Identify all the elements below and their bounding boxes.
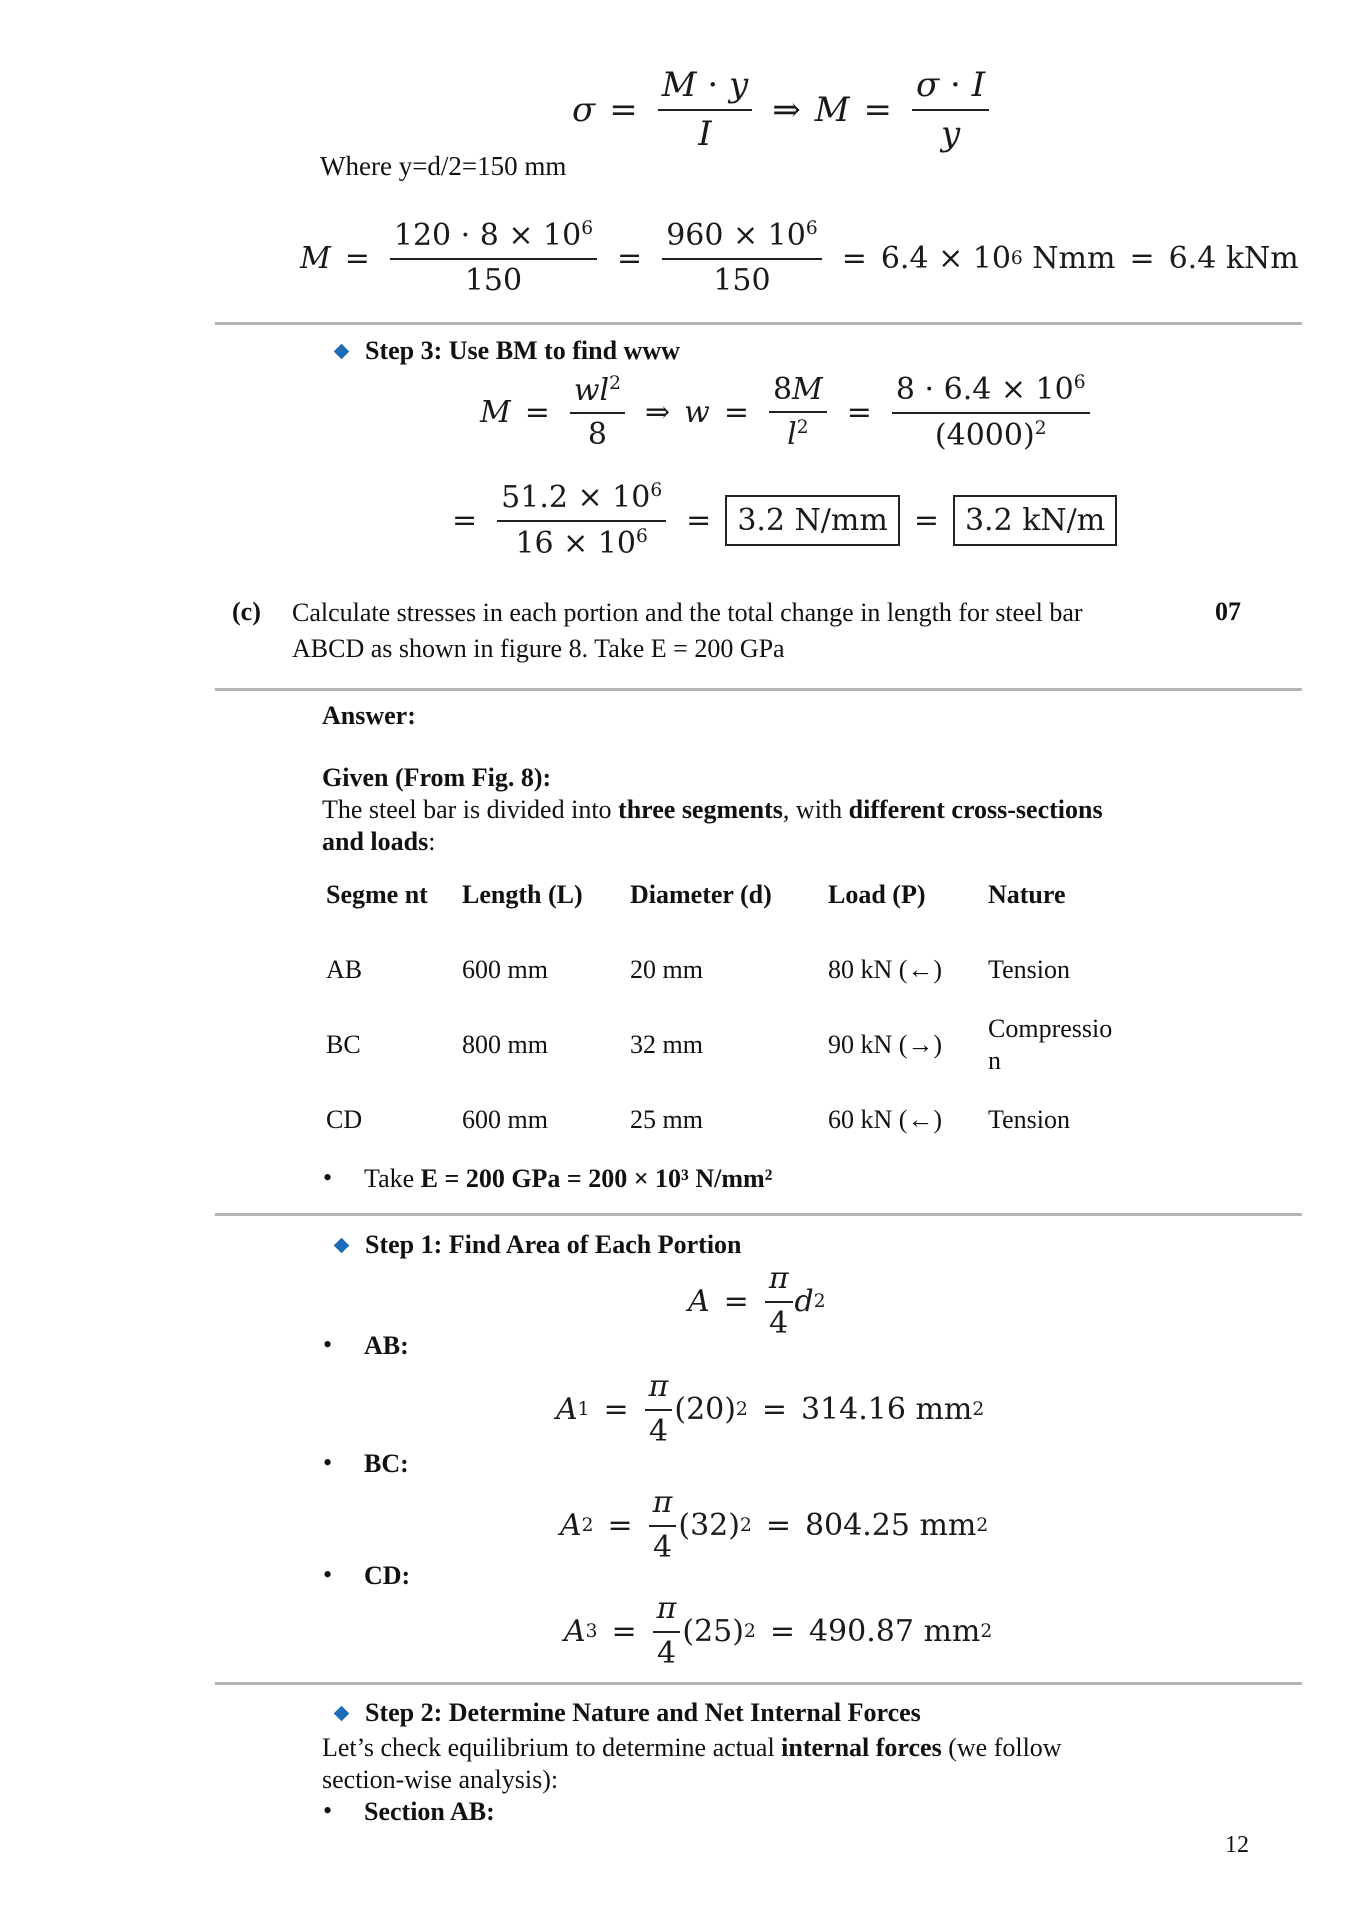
cell-nature: Tension xyxy=(988,1104,1070,1134)
bullet-dot: • xyxy=(323,1448,333,1477)
step3-heading xyxy=(336,336,680,366)
cell-length: 600 mm xyxy=(462,954,548,984)
area-bc-equation: A 2 = $\frac{\pi}{4}$ (32) 2 = 804.25 mm 2 xyxy=(560,1485,989,1565)
cell-load: 90 kN (→) xyxy=(828,1029,943,1059)
cell-nature: Compressio n xyxy=(988,1013,1113,1075)
step1-title: Step 1: Find Area of Each Portion xyxy=(365,1230,742,1259)
part-c-label: (c) xyxy=(232,597,261,626)
moment-equation: M = $\frac{120 \cdot 8 \times 10^6}{150}$ = $\frac{960 \times 10^6}{150}$ = 6.4 × 10 6 Nmm = 6.4 kNm xyxy=(300,218,1299,298)
cell-diameter: 20 mm xyxy=(630,954,703,984)
header-length: Length (L) xyxy=(462,880,583,909)
segment-table xyxy=(320,858,1132,1157)
udl-result-equation: = $\frac{51.2 \times 10^6}{16 \times 10^6}$ = 3.2 N/mm = 3.2 kN/m xyxy=(452,480,1117,561)
cell-load: 80 kN (←) xyxy=(828,954,943,984)
area-ab-equation: A 1 = $\frac{\pi}{4}$ (20) 2 = 314.16 mm 2 xyxy=(556,1369,985,1449)
area-cd-equation: A 3 = $\frac{\pi}{4}$ (25) 2 = 490.87 mm 2 xyxy=(564,1591,993,1671)
table-header-row xyxy=(320,858,1132,932)
bullet-dot: • xyxy=(323,1163,333,1192)
bullet-dot: • xyxy=(323,1560,333,1589)
diamond-bullet-icon xyxy=(334,343,350,359)
part-c-question-line1: Calculate stresses in each portion and the total change in length for steel bar xyxy=(292,598,1083,627)
table-row xyxy=(320,932,1132,1007)
diamond-bullet-icon xyxy=(334,1237,350,1253)
divider xyxy=(215,688,1302,691)
divider xyxy=(215,1213,1302,1216)
cell-load: 60 kN (←) xyxy=(828,1104,943,1134)
label-bc: BC: xyxy=(364,1449,409,1478)
take-e-text: Take E = 200 GPa = 200 × 10³ N/mm² xyxy=(364,1164,773,1193)
given-heading: Given (From Fig. 8): xyxy=(322,763,552,792)
diamond-bullet-icon xyxy=(334,1705,350,1721)
step1-heading xyxy=(336,1230,742,1260)
given-intro: The steel bar is divided into three segments, with different cross-sections and loads: xyxy=(322,795,1103,856)
cell-segment: BC xyxy=(326,1029,361,1059)
cell-length: 800 mm xyxy=(462,1029,548,1059)
header-load: Load (P) xyxy=(828,880,926,909)
bullet-dot: • xyxy=(323,1796,333,1825)
step2-heading xyxy=(336,1698,921,1728)
cell-length: 600 mm xyxy=(462,1104,548,1134)
step2-text: Let’s check equilibrium to determine actual internal forces (we follow section-wise analysis): xyxy=(322,1733,1062,1794)
step2-title: Step 2: Determine Nature and Net Internal Forces xyxy=(365,1698,921,1727)
part-c-marks: 07 xyxy=(1215,597,1241,626)
step3-title: Step 3: Use BM to find www xyxy=(365,336,680,365)
bullet-dot: • xyxy=(323,1330,333,1359)
header-segment: Segme nt xyxy=(326,880,428,909)
answer-heading: Answer: xyxy=(322,701,416,730)
cell-diameter: 32 mm xyxy=(630,1029,703,1059)
where-text: Where y=d/2=150 mm xyxy=(320,151,567,181)
udl-equation: M = $\frac{wl^2}{8}$ ⇒ w = $\frac{8M}{l^2}$ = $\frac{8 \cdot 6.4 \times 10^6}{(4000)^2}$ xyxy=(480,372,1096,453)
page-number: 12 xyxy=(1225,1832,1249,1858)
result-box-knm: 3.2 kN/m xyxy=(953,495,1117,546)
section-ab-label: Section AB: xyxy=(364,1797,495,1826)
header-nature: Nature xyxy=(988,880,1066,909)
cell-segment: AB xyxy=(326,954,363,984)
area-formula: A = $\frac{\pi}{4}$ d 2 xyxy=(688,1261,826,1341)
result-box-nmm: 3.2 N/mm xyxy=(725,495,900,546)
header-diameter: Diameter (d) xyxy=(630,880,772,909)
cell-diameter: 25 mm xyxy=(630,1104,703,1134)
label-ab: AB: xyxy=(364,1331,409,1360)
part-c-question-line2: ABCD as shown in figure 8. Take E = 200 GPa xyxy=(292,634,785,663)
divider xyxy=(215,1682,1302,1685)
divider xyxy=(215,322,1302,325)
bending-stress-equation: σ = $\frac{M \cdot y}{I}$ ⇒ M = $\frac{\sigma \cdot I}{y}$ xyxy=(572,66,995,154)
cell-nature: Tension xyxy=(988,954,1070,984)
table-row xyxy=(320,1007,1132,1082)
label-cd: CD: xyxy=(364,1561,411,1590)
table-row xyxy=(320,1082,1132,1157)
cell-segment: CD xyxy=(326,1104,363,1134)
